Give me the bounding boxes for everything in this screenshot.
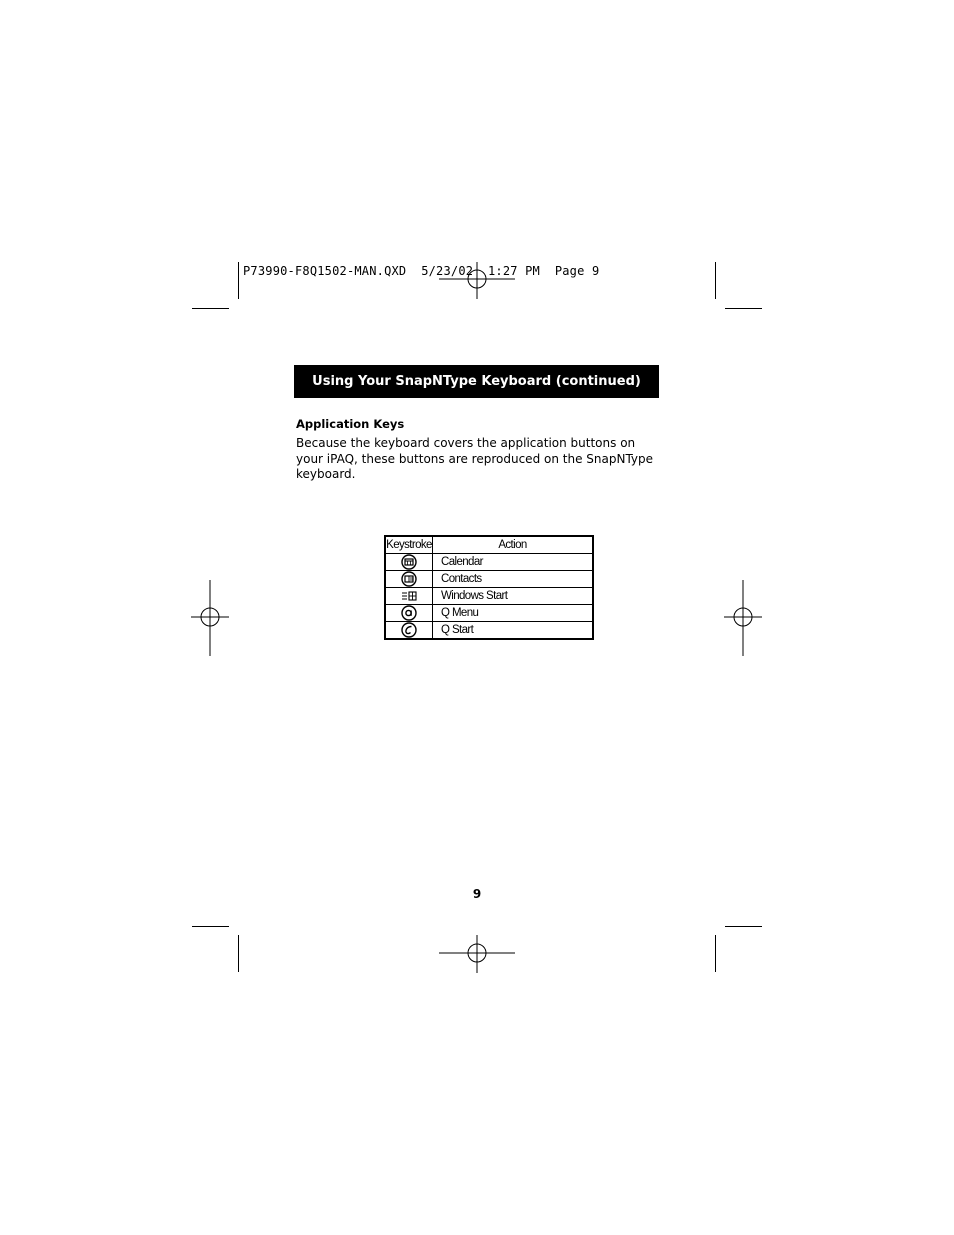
action-cell: Contacts bbox=[433, 571, 594, 588]
crop-mark-bottom-left-horizontal bbox=[192, 926, 229, 927]
keystroke-cell bbox=[385, 622, 433, 640]
registration-mark-right-icon bbox=[724, 580, 762, 656]
table-row bbox=[385, 554, 593, 571]
application-keys-description: Because the keyboard covers the application buttons on your iPAQ, these buttons are reproduced on the SnapNType keyboard. bbox=[296, 436, 653, 481]
crop-mark-bottom-right-horizontal bbox=[725, 926, 762, 927]
action-cell: Q Start bbox=[433, 622, 594, 640]
application-keys-heading: Application Keys bbox=[296, 417, 405, 431]
crop-mark-top-left-vertical bbox=[238, 262, 239, 299]
registration-mark-left-icon bbox=[191, 580, 229, 656]
crop-mark-bottom-left-vertical bbox=[238, 935, 239, 972]
calendar-key-icon bbox=[400, 554, 418, 570]
printer-slug-line: P73990-F8Q1502-MAN.QXD 5/23/02 1:27 PM Page 9 bbox=[243, 264, 600, 278]
section-header-bar bbox=[294, 365, 659, 398]
q-start-key-icon bbox=[400, 622, 418, 638]
keystroke-column-header: Keystroke bbox=[385, 536, 433, 554]
registration-mark-bottom-icon bbox=[439, 935, 515, 973]
table-row bbox=[385, 571, 593, 588]
section-header-title: Using Your SnapNType Keyboard (continued) bbox=[312, 374, 641, 389]
action-column-header: Action bbox=[433, 536, 594, 554]
table-row bbox=[385, 588, 593, 605]
action-cell: Q Menu bbox=[433, 605, 594, 622]
page-number: 9 bbox=[472, 887, 482, 901]
keystroke-cell bbox=[385, 605, 433, 622]
keystroke-cell bbox=[385, 588, 433, 605]
contacts-key-icon bbox=[400, 571, 418, 587]
table-header-row bbox=[385, 536, 593, 554]
table-row bbox=[385, 605, 593, 622]
crop-mark-top-right-vertical bbox=[715, 262, 716, 299]
crop-mark-top-right-horizontal bbox=[725, 308, 762, 309]
action-cell: Calendar bbox=[433, 554, 594, 571]
crop-mark-top-left-horizontal bbox=[192, 308, 229, 309]
q-menu-key-icon bbox=[400, 605, 418, 621]
registration-mark-top-icon bbox=[439, 262, 515, 300]
keystroke-cell bbox=[385, 554, 433, 571]
keystroke-cell bbox=[385, 571, 433, 588]
action-cell: Windows Start bbox=[433, 588, 594, 605]
crop-mark-bottom-right-vertical bbox=[715, 935, 716, 972]
windows-start-key-icon bbox=[400, 588, 418, 604]
application-keys-table bbox=[384, 535, 594, 640]
table-row bbox=[385, 622, 593, 640]
